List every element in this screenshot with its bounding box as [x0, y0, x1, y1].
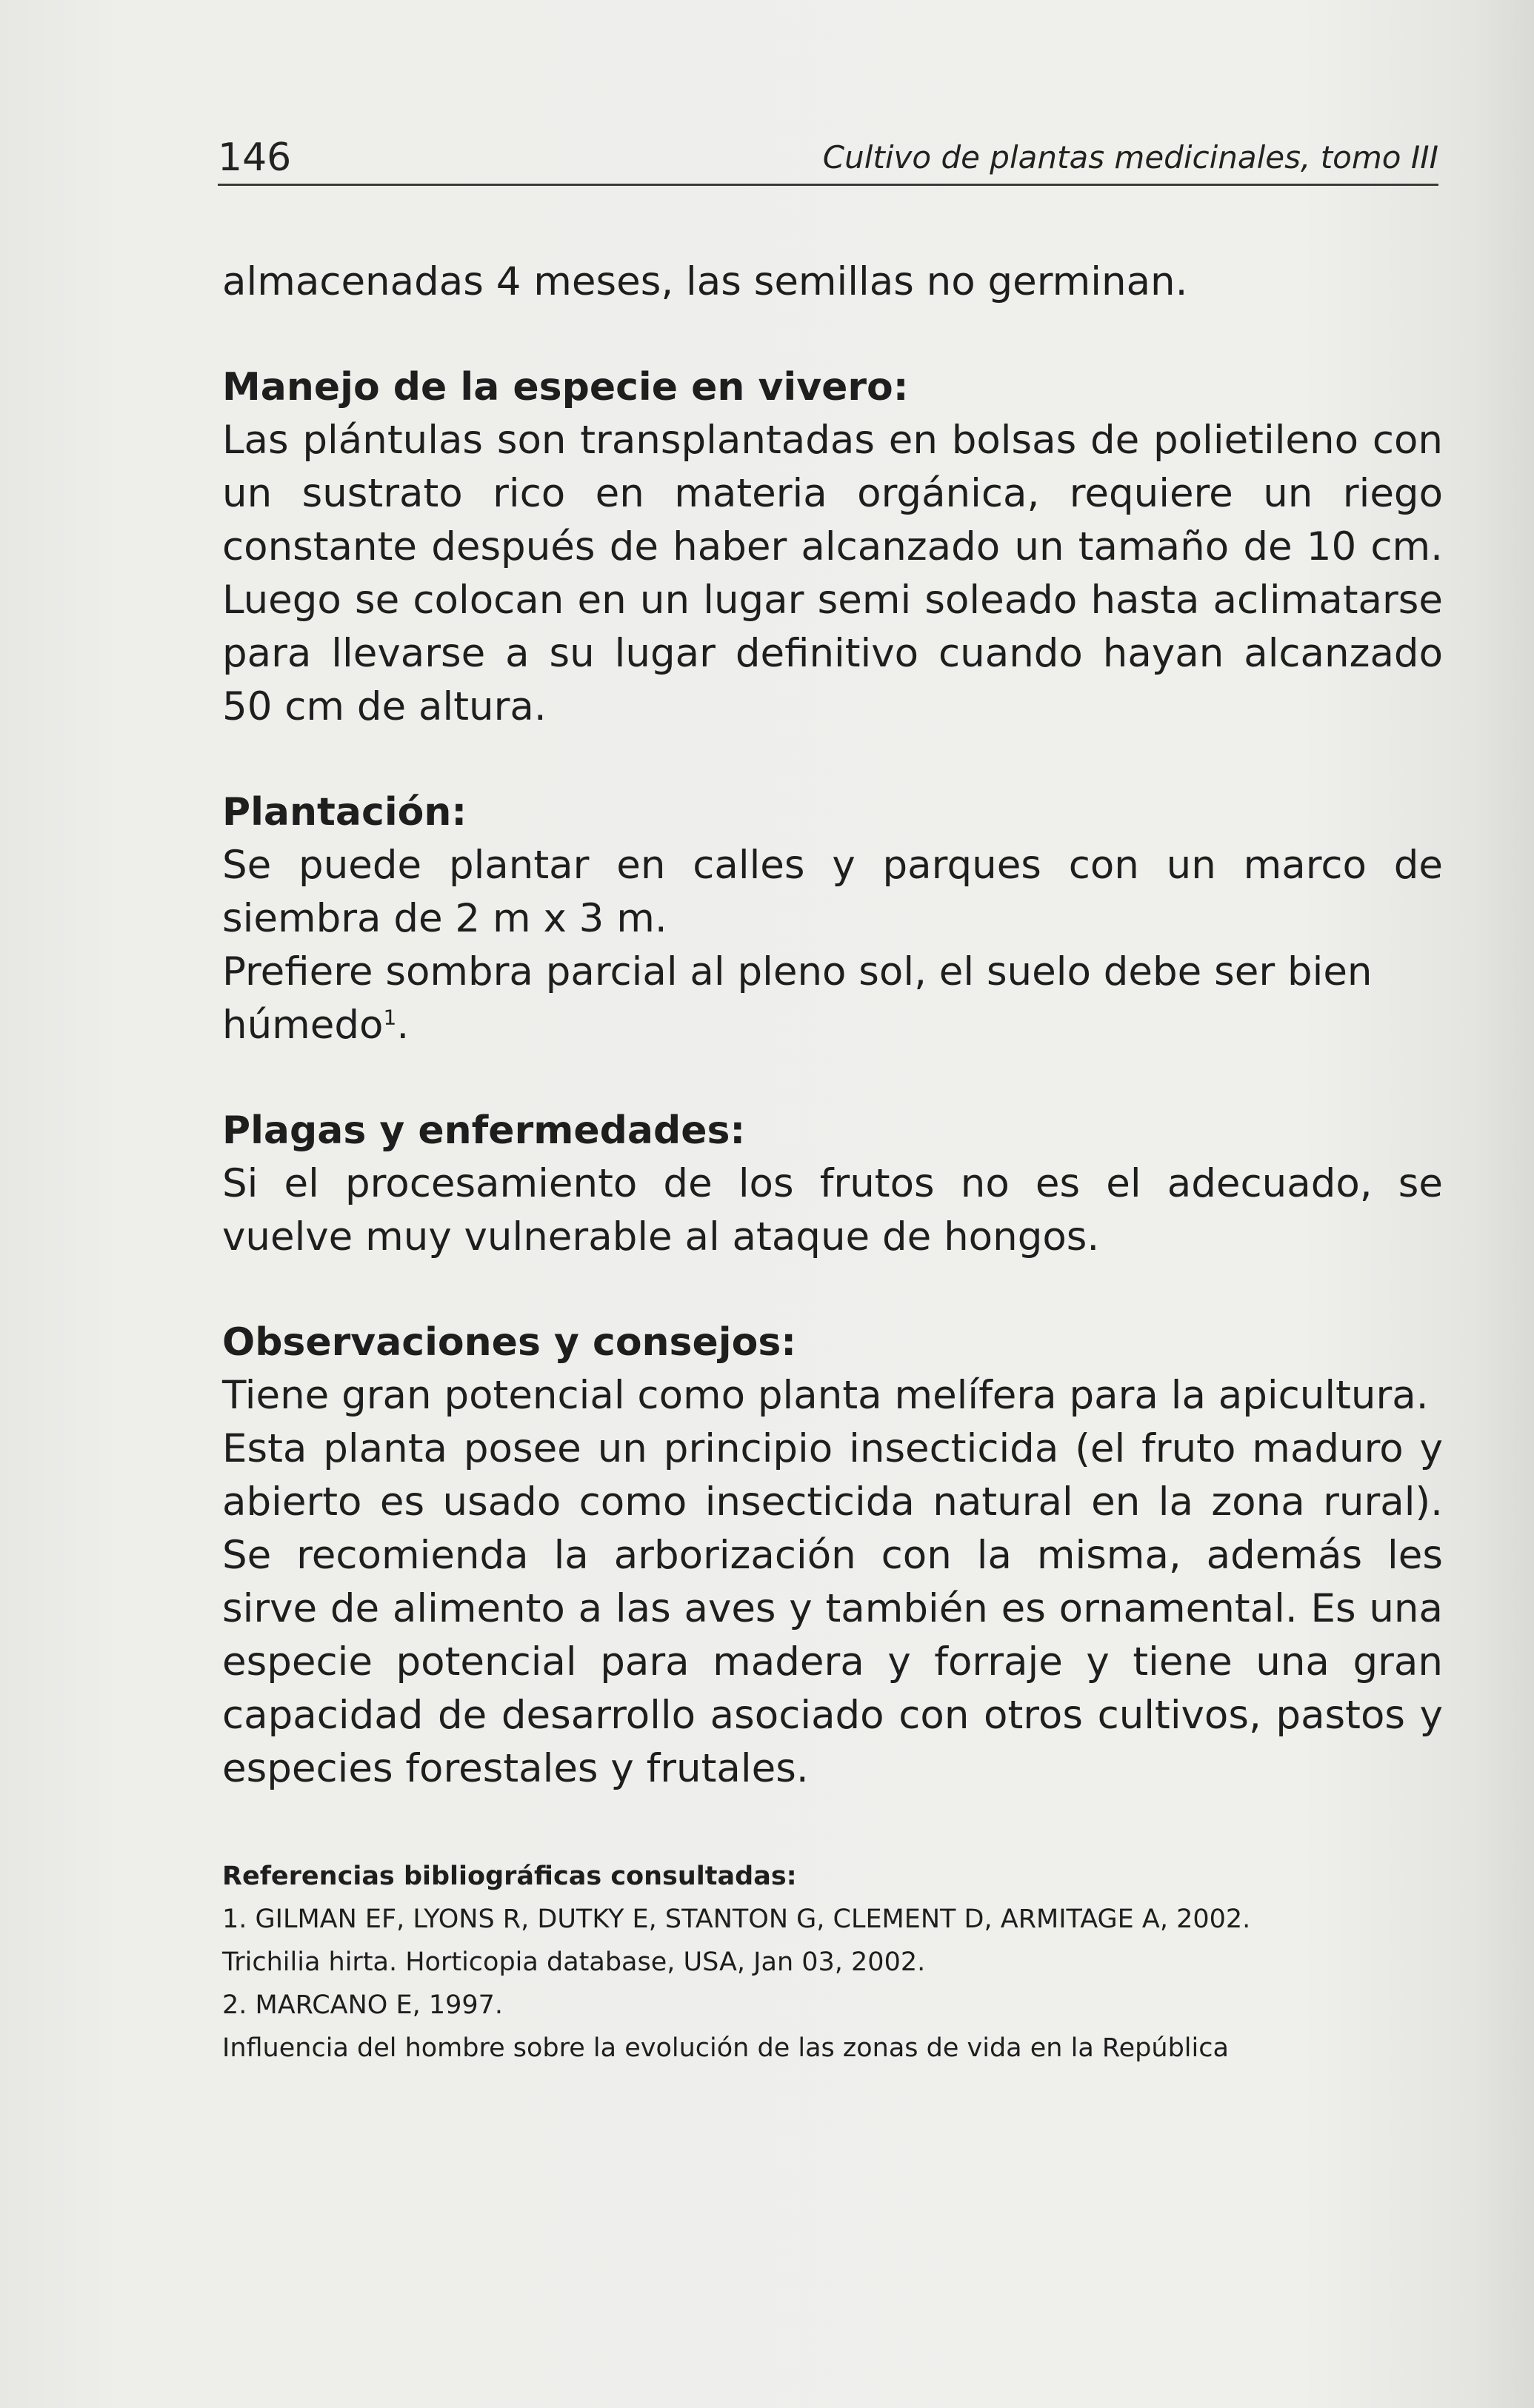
references [222, 1855, 1443, 2070]
page-header [218, 132, 1438, 186]
running-title: Cultivo de plantas medicinales, tomo III [822, 139, 1438, 175]
section-heading: Observaciones y consejos: [222, 1320, 797, 1365]
reference-line: Influencia del hombre sobre la evolución de las zonas de vida en la República [222, 2033, 1229, 2063]
section-text-body: Prefiere sombra parcial al pleno sol, el suelo debe ser bien húmedo [222, 949, 1373, 1048]
references-heading: Referencias bibliográficas consultadas: [222, 1862, 797, 1891]
page-body [222, 255, 1443, 2070]
section-text: Las plántulas son transplantadas en bolsas de polietileno con un sustrato rico en materia orgánica, requiere un riego constante después de haber alcanzado un tamaño de 10 cm. Luego se colocan en un lugar semi soleado hasta aclimatarse para llevarse a su lugar definitivo cuando hayan alcanzado 50 cm de altura. [222, 418, 1443, 729]
intro-text: almacenadas 4 meses, las semillas no germinan. [222, 259, 1188, 304]
page-number: 146 [218, 136, 292, 180]
section-text-end: . [396, 1003, 410, 1048]
section-heading: Manejo de la especie en vivero: [222, 365, 909, 409]
section-text: Tiene gran potencial como planta melífera para la apicultura. [222, 1373, 1429, 1418]
section-text: Se puede plantar en calles y parques con un marco de siembra de 2 m x 3 m. [222, 843, 1443, 941]
section-plantacion [222, 786, 1443, 1052]
footnote-marker: 1 [383, 1005, 397, 1030]
reference-line: 1. GILMAN EF, LYONS R, DUTKY E, STANTON G, CLEMENT D, ARMITAGE A, 2002. [222, 1904, 1251, 1934]
reference-line: Trichilia hirta. Horticopia database, USA, Jan 03, 2002. [222, 1947, 926, 1977]
section-observaciones [222, 1316, 1443, 1796]
section-heading: Plagas y enfermedades: [222, 1108, 746, 1153]
reference-line: 2. MARCANO E, 1997. [222, 1990, 504, 2020]
section-plagas [222, 1104, 1443, 1264]
section-text: Si el procesamiento de los frutos no es el adecuado, se vuelve muy vulnerable al ataque de hongos. [222, 1161, 1443, 1260]
section-text [222, 946, 1443, 1052]
section-vivero [222, 361, 1443, 734]
section-heading: Plantación: [222, 790, 467, 835]
section-text: Esta planta posee un principio insecticida (el fruto maduro y abierto es usado como insecticida natural en la zona rural). Se recomienda la arborización con la misma, además les sirve de alimento a las aves y también es ornamental. Es una especie potencial para madera y forraje y tiene una gran capacidad de desarrollo asociado con otros cultivos, pastos y especies forestales y frutales. [222, 1426, 1443, 1791]
